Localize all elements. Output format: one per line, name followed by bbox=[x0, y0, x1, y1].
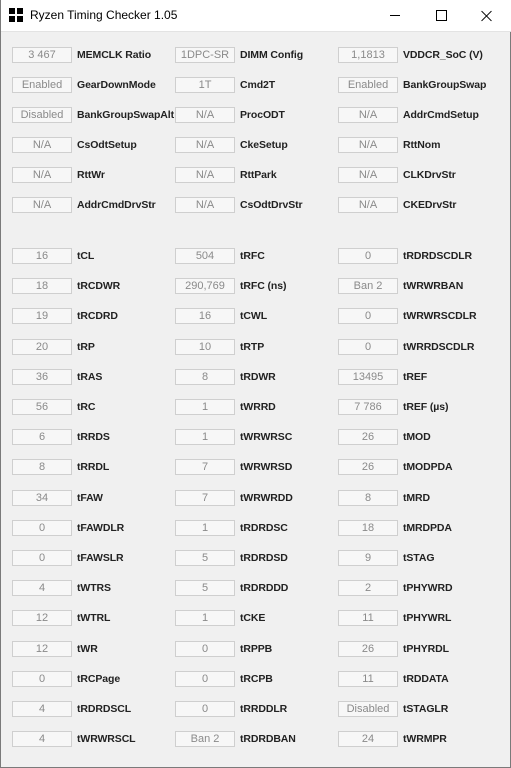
field-label: tRDWR bbox=[240, 371, 276, 383]
field-label: tPHYWRL bbox=[403, 612, 452, 624]
timing-field bbox=[175, 47, 303, 63]
timing-field bbox=[175, 369, 276, 385]
field-label: VDDCR_SoC (V) bbox=[403, 49, 483, 61]
timing-field bbox=[338, 197, 456, 213]
field-label: tRPPB bbox=[240, 643, 273, 655]
close-icon bbox=[481, 10, 493, 22]
value-box[interactable]: 7 bbox=[175, 490, 235, 506]
timing-field bbox=[12, 399, 95, 415]
close-button[interactable] bbox=[464, 0, 510, 31]
field-label: tPHYWRD bbox=[403, 582, 453, 594]
value-box[interactable]: 1DPC-SR bbox=[175, 47, 235, 63]
field-label: tFAWSLR bbox=[77, 552, 124, 564]
value-box[interactable]: 1 bbox=[175, 399, 235, 415]
field-label: tRRDDLR bbox=[240, 703, 288, 715]
timing-field bbox=[12, 641, 98, 657]
field-label: tCWL bbox=[240, 310, 268, 322]
field-label: tWRWRBAN bbox=[403, 280, 464, 292]
timing-field bbox=[175, 278, 286, 294]
field-label: tCKE bbox=[240, 612, 266, 624]
field-label: CkeSetup bbox=[240, 139, 288, 151]
value-box[interactable]: Enabled bbox=[12, 77, 72, 93]
timing-field bbox=[338, 459, 452, 475]
field-label: tRRDL bbox=[77, 461, 110, 473]
value-box[interactable]: 2 bbox=[338, 580, 398, 596]
maximize-button[interactable] bbox=[418, 0, 464, 31]
timing-field bbox=[338, 77, 486, 93]
field-label: tWRWRSC bbox=[240, 431, 293, 443]
field-label: tRDRDBAN bbox=[240, 733, 296, 745]
timing-field bbox=[338, 580, 452, 596]
value-box[interactable]: Ban 2 bbox=[175, 731, 235, 747]
value-box[interactable]: Disabled bbox=[338, 701, 398, 717]
timing-field bbox=[338, 429, 431, 445]
field-label: tRDDATA bbox=[403, 673, 449, 685]
value-box[interactable]: Disabled bbox=[12, 107, 72, 123]
timing-field bbox=[338, 399, 448, 415]
field-label: tWRRD bbox=[240, 401, 276, 413]
field-label: BankGroupSwapAlt bbox=[77, 109, 174, 121]
value-box[interactable]: N/A bbox=[12, 137, 72, 153]
field-label: tWR bbox=[77, 643, 98, 655]
value-box[interactable]: 26 bbox=[338, 429, 398, 445]
value-box[interactable]: Enabled bbox=[338, 77, 398, 93]
field-label: tWRWRSD bbox=[240, 461, 293, 473]
field-label: tRCDRD bbox=[77, 310, 118, 322]
value-box[interactable]: 19 bbox=[12, 308, 72, 324]
timing-field bbox=[175, 701, 287, 717]
timing-field bbox=[338, 308, 476, 324]
timing-field bbox=[175, 641, 272, 657]
minimize-button[interactable] bbox=[372, 0, 418, 31]
value-box[interactable]: N/A bbox=[338, 137, 398, 153]
field-label: tMOD bbox=[403, 431, 431, 443]
field-label: tMODPDA bbox=[403, 461, 453, 473]
timing-field bbox=[175, 399, 276, 415]
timing-field bbox=[12, 137, 137, 153]
value-box[interactable]: 0 bbox=[338, 248, 398, 264]
timing-field bbox=[338, 731, 447, 747]
value-box[interactable]: 20 bbox=[12, 339, 72, 355]
field-label: tRFC bbox=[240, 250, 265, 262]
value-box[interactable]: 18 bbox=[338, 520, 398, 536]
value-box[interactable]: 18 bbox=[12, 278, 72, 294]
value-box[interactable]: 504 bbox=[175, 248, 235, 264]
value-box[interactable]: N/A bbox=[175, 137, 235, 153]
timing-field bbox=[175, 550, 288, 566]
value-box[interactable]: 7 786 bbox=[338, 399, 398, 415]
timing-field bbox=[338, 610, 451, 626]
field-label: GearDownMode bbox=[77, 79, 156, 91]
field-label: tFAWDLR bbox=[77, 522, 125, 534]
value-box[interactable]: N/A bbox=[338, 107, 398, 123]
value-box[interactable]: 8 bbox=[338, 490, 398, 506]
value-box[interactable]: 0 bbox=[338, 308, 398, 324]
timing-field bbox=[12, 77, 156, 93]
field-label: tSTAG bbox=[403, 552, 435, 564]
value-box[interactable]: 56 bbox=[12, 399, 72, 415]
timing-field bbox=[175, 197, 303, 213]
field-label: tRFC (ns) bbox=[240, 280, 287, 292]
value-box[interactable]: 11 bbox=[338, 671, 398, 687]
timing-field bbox=[12, 369, 102, 385]
timing-field bbox=[175, 308, 267, 324]
field-label: CsOdtSetup bbox=[77, 139, 137, 151]
value-box[interactable]: Ban 2 bbox=[338, 278, 398, 294]
field-label: tMRDPDA bbox=[403, 522, 452, 534]
minimize-icon bbox=[390, 15, 400, 16]
field-label: AddrCmdSetup bbox=[403, 109, 479, 121]
timing-field bbox=[338, 490, 430, 506]
value-box[interactable]: 8 bbox=[175, 369, 235, 385]
field-label: tRDRDSD bbox=[240, 552, 288, 564]
timing-field bbox=[338, 520, 452, 536]
value-box[interactable]: 0 bbox=[338, 339, 398, 355]
field-label: RttNom bbox=[403, 139, 441, 151]
value-box[interactable]: 290,769 bbox=[175, 278, 235, 294]
timing-field bbox=[175, 167, 277, 183]
field-label: tMRD bbox=[403, 492, 431, 504]
timing-field bbox=[175, 610, 265, 626]
field-label: CKEDrvStr bbox=[403, 199, 457, 211]
timing-field bbox=[12, 580, 111, 596]
value-box[interactable]: N/A bbox=[12, 167, 72, 183]
value-box[interactable]: 3 467 bbox=[12, 47, 72, 63]
timing-field bbox=[12, 107, 174, 123]
timing-field bbox=[175, 137, 288, 153]
timing-field bbox=[338, 107, 479, 123]
timing-field bbox=[175, 459, 292, 475]
field-label: tRC bbox=[77, 401, 96, 413]
timing-field bbox=[12, 701, 131, 717]
field-label: tWTRS bbox=[77, 582, 111, 594]
timing-field bbox=[338, 47, 483, 63]
value-box[interactable]: N/A bbox=[175, 167, 235, 183]
value-box[interactable]: 4 bbox=[12, 580, 72, 596]
timing-field bbox=[12, 459, 109, 475]
field-label: tWRMPR bbox=[403, 733, 447, 745]
value-box[interactable]: N/A bbox=[338, 167, 398, 183]
timing-field bbox=[12, 339, 95, 355]
timing-field bbox=[12, 610, 110, 626]
value-box[interactable]: 11 bbox=[338, 610, 398, 626]
field-label: tRDRDSC bbox=[240, 522, 288, 534]
value-box[interactable]: 16 bbox=[12, 248, 72, 264]
field-label: tWRWRSCDLR bbox=[403, 310, 477, 322]
timing-field bbox=[12, 167, 105, 183]
value-box[interactable]: 6 bbox=[12, 429, 72, 445]
value-box[interactable]: 24 bbox=[338, 731, 398, 747]
value-box[interactable]: 34 bbox=[12, 490, 72, 506]
field-label: tCL bbox=[77, 250, 95, 262]
value-box[interactable]: 7 bbox=[175, 459, 235, 475]
field-label: tSTAGLR bbox=[403, 703, 449, 715]
timing-field bbox=[175, 248, 265, 264]
field-label: tRP bbox=[77, 341, 95, 353]
timing-field bbox=[175, 107, 285, 123]
value-box[interactable]: 0 bbox=[175, 641, 235, 657]
value-box[interactable]: 10 bbox=[175, 339, 235, 355]
value-box[interactable]: 0 bbox=[175, 671, 235, 687]
field-label: tRCPage bbox=[77, 673, 121, 685]
title-bar[interactable] bbox=[1, 0, 511, 32]
field-label: CsOdtDrvStr bbox=[240, 199, 303, 211]
timing-field bbox=[175, 731, 296, 747]
value-box[interactable]: 0 bbox=[12, 671, 72, 687]
field-label: RttWr bbox=[77, 169, 105, 181]
value-box[interactable]: 8 bbox=[12, 459, 72, 475]
field-label: RttPark bbox=[240, 169, 277, 181]
timing-field bbox=[338, 369, 427, 385]
field-label: tRDRDDD bbox=[240, 582, 289, 594]
window-title: Ryzen Timing Checker 1.05 bbox=[30, 8, 178, 22]
field-label: tRCDWR bbox=[77, 280, 121, 292]
value-box[interactable]: 0 bbox=[12, 550, 72, 566]
value-box[interactable]: 0 bbox=[12, 520, 72, 536]
field-label: AddrCmdDrvStr bbox=[77, 199, 156, 211]
value-box[interactable]: 13495 bbox=[338, 369, 398, 385]
field-label: tRDRDSCL bbox=[77, 703, 132, 715]
value-box[interactable]: 26 bbox=[338, 459, 398, 475]
value-box[interactable]: N/A bbox=[175, 197, 235, 213]
timing-field bbox=[338, 550, 434, 566]
value-box[interactable]: 9 bbox=[338, 550, 398, 566]
value-box[interactable]: 16 bbox=[175, 308, 235, 324]
app-icon bbox=[9, 8, 23, 22]
value-box[interactable]: 5 bbox=[175, 550, 235, 566]
timing-field bbox=[12, 429, 110, 445]
timing-field bbox=[12, 731, 136, 747]
field-label: MEMCLK Ratio bbox=[77, 49, 152, 61]
field-label: tFAW bbox=[77, 492, 103, 504]
value-box[interactable]: 1,1813 bbox=[338, 47, 398, 63]
timing-field bbox=[12, 550, 124, 566]
maximize-icon bbox=[436, 10, 447, 21]
timing-field bbox=[175, 429, 292, 445]
value-box[interactable]: 5 bbox=[175, 580, 235, 596]
timing-field bbox=[12, 197, 156, 213]
field-label: tRRDS bbox=[77, 431, 110, 443]
field-label: tREF (µs) bbox=[403, 401, 449, 413]
value-box[interactable]: 4 bbox=[12, 701, 72, 717]
timing-field bbox=[175, 490, 293, 506]
timing-field bbox=[338, 339, 474, 355]
timing-field bbox=[338, 137, 440, 153]
field-label: BankGroupSwap bbox=[403, 79, 487, 91]
field-label: ProcODT bbox=[240, 109, 285, 121]
value-box[interactable]: N/A bbox=[175, 107, 235, 123]
timing-field bbox=[175, 671, 273, 687]
field-label: tWRRDSCDLR bbox=[403, 341, 475, 353]
value-box[interactable]: 1T bbox=[175, 77, 235, 93]
field-label: tRAS bbox=[77, 371, 103, 383]
timing-field bbox=[175, 77, 275, 93]
field-label: tRTP bbox=[240, 341, 265, 353]
field-label: tWTRL bbox=[77, 612, 111, 624]
timing-field bbox=[12, 248, 94, 264]
timing-field bbox=[12, 671, 120, 687]
value-box[interactable]: 36 bbox=[12, 369, 72, 385]
timing-field bbox=[338, 671, 449, 687]
field-label: DIMM Config bbox=[240, 49, 304, 61]
timing-field bbox=[12, 308, 118, 324]
value-box[interactable]: 0 bbox=[175, 701, 235, 717]
value-box[interactable]: 1 bbox=[175, 429, 235, 445]
timing-field bbox=[338, 278, 463, 294]
field-label: tREF bbox=[403, 371, 428, 383]
value-box[interactable]: N/A bbox=[338, 197, 398, 213]
field-label: tPHYRDL bbox=[403, 643, 449, 655]
timing-field bbox=[175, 580, 288, 596]
timing-field bbox=[175, 520, 288, 536]
field-label: tRDRDSCDLR bbox=[403, 250, 472, 262]
timing-field bbox=[338, 641, 449, 657]
field-label: tWRWRSCL bbox=[77, 733, 136, 745]
field-label: CLKDrvStr bbox=[403, 169, 456, 181]
field-label: Cmd2T bbox=[240, 79, 276, 91]
value-box[interactable]: 12 bbox=[12, 610, 72, 626]
value-box[interactable]: N/A bbox=[12, 197, 72, 213]
value-box[interactable]: 1 bbox=[175, 610, 235, 626]
value-box[interactable]: 1 bbox=[175, 520, 235, 536]
field-label: tWRWRDD bbox=[240, 492, 293, 504]
timing-field bbox=[12, 490, 103, 506]
timing-field bbox=[338, 248, 472, 264]
timing-field bbox=[338, 701, 448, 717]
timing-field bbox=[338, 167, 456, 183]
timing-panel bbox=[1, 31, 511, 768]
timing-field bbox=[175, 339, 264, 355]
value-box[interactable]: 26 bbox=[338, 641, 398, 657]
timing-field bbox=[12, 47, 151, 63]
field-label: tRCPB bbox=[240, 673, 273, 685]
timing-field bbox=[12, 278, 120, 294]
timing-field bbox=[12, 520, 124, 536]
value-box[interactable]: 4 bbox=[12, 731, 72, 747]
value-box[interactable]: 12 bbox=[12, 641, 72, 657]
